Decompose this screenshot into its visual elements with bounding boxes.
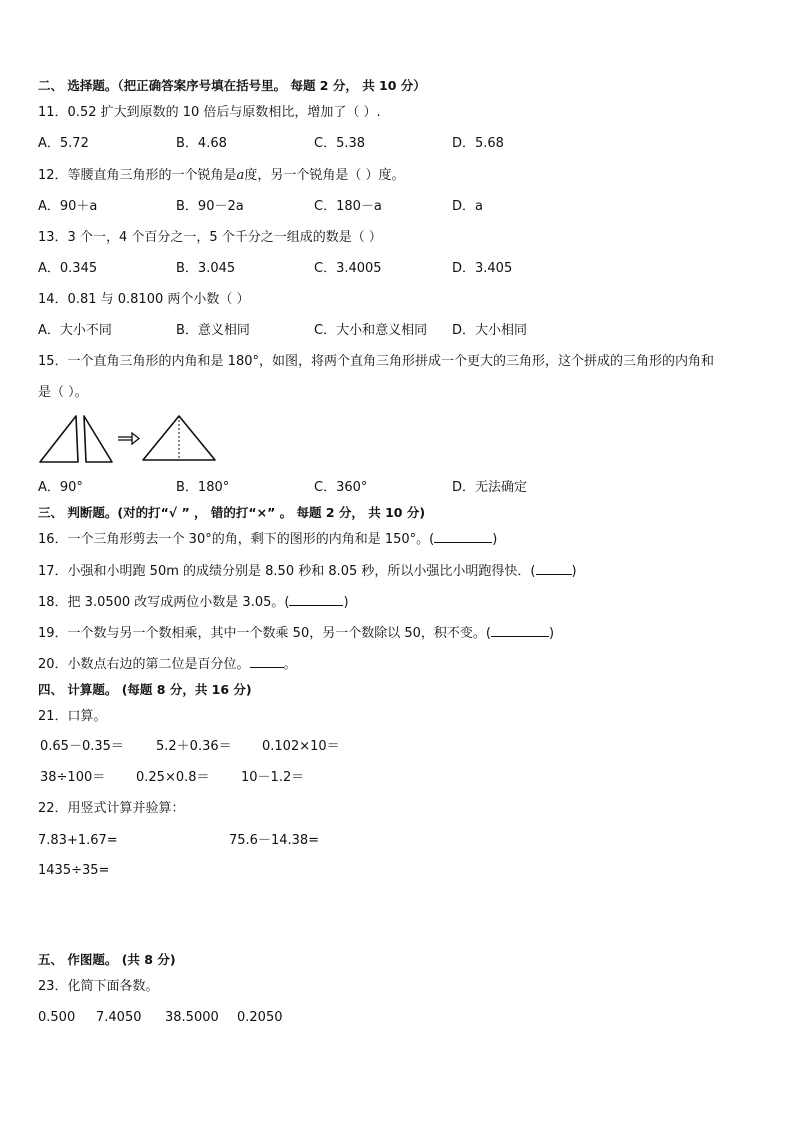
- q14-option-c: C．大小和意义相同: [314, 323, 428, 338]
- q11-option-a: A．5.72: [38, 136, 89, 151]
- q15-option-c: C．360°: [314, 480, 368, 495]
- triangles-diagram: [36, 410, 221, 466]
- q21-expr-5: 0.25×0.8＝: [136, 770, 210, 785]
- q11-option-c: C．5.38: [314, 136, 366, 151]
- q16-answer-blank[interactable]: [434, 530, 492, 543]
- q22-expr-2: 75.6－14.38=: [229, 833, 320, 848]
- section-3-title: 三、 判断题。(对的打“√ ” ， 错的打“×” 。 每题 2 分， 共 10 分): [38, 505, 426, 520]
- question-17: [38, 562, 577, 581]
- q22-expr-3: 1435÷35=: [38, 863, 110, 878]
- q12-option-a: A．90＋a: [38, 199, 98, 214]
- q13-option-d: D．3.405: [452, 261, 513, 276]
- q15-option-b: B．180°: [176, 480, 230, 495]
- triangles-figure: [36, 410, 221, 470]
- q11-option-d: D．5.68: [452, 136, 504, 151]
- question-22: 22．用竖式计算并验算：: [38, 801, 185, 816]
- arrow-icon: [118, 433, 139, 444]
- q15-option-d: D．无法确定: [452, 480, 528, 495]
- q20-close: 。: [283, 657, 297, 672]
- q18-close: ): [343, 595, 349, 610]
- question-19: [38, 624, 554, 643]
- section-2-title: 二、 选择题。（把正确答案序号填在括号里。 每题 2 分， 共 10 分）: [38, 78, 426, 93]
- q23-number-1: 0.500: [38, 1010, 76, 1025]
- q14-option-b: B．意义相同: [176, 323, 250, 338]
- q18-answer-blank[interactable]: [289, 593, 343, 606]
- section-5-title: 五、 作图题。 (共 8 分): [38, 952, 176, 967]
- q21-expr-2: 5.2＋0.36＝: [156, 739, 232, 754]
- section-4-title: 四、 计算题。 (每题 8 分，共 16 分): [38, 682, 252, 697]
- question-20: [38, 655, 297, 674]
- q12-option-d: D．a: [452, 199, 483, 214]
- q20-text: 20．小数点右边的第二位是百分位。: [38, 657, 250, 672]
- q20-answer-blank[interactable]: [250, 655, 284, 668]
- right-triangle-left: [40, 416, 78, 462]
- question-15-line1: 15．一个直角三角形的内角和是 180°，如图，将两个直角三角形拼成一个更大的三角形，这个拼成的三角形的内角和: [38, 354, 714, 369]
- q16-text: 16．一个三角形剪去一个 30°的角，剩下的图形的内角和是 150°。(: [38, 532, 435, 547]
- q17-text: 17．小强和小明跑 50m 的成绩分别是 8.50 秒和 8.05 秒，所以小强比小明跑得快．(: [38, 564, 536, 579]
- q14-option-d: D．大小相同: [452, 323, 528, 338]
- q23-number-2: 7.4050: [96, 1010, 142, 1025]
- q18-text: 18．把 3.0500 改写成两位小数是 3.05。(: [38, 595, 290, 610]
- question-16: [38, 530, 497, 549]
- q19-close: ): [548, 626, 555, 641]
- q12-text-post: 度，另一个锐角是（ ）度。: [244, 168, 405, 183]
- q17-close: ): [571, 564, 577, 579]
- question-12: [38, 167, 404, 185]
- q22-expr-1: 7.83+1.67=: [38, 833, 118, 848]
- q19-text: 19．一个数与另一个数相乘，其中一个数乘 50，另一个数除以 50，积不变。(: [38, 626, 491, 641]
- q14-option-a: A．大小不同: [38, 323, 112, 338]
- q15-option-a: A．90°: [38, 480, 83, 495]
- q13-option-c: C．3.4005: [314, 261, 382, 276]
- q19-answer-blank[interactable]: [491, 624, 549, 637]
- q17-answer-blank[interactable]: [536, 562, 572, 575]
- question-15-line2: 是（ ）。: [38, 385, 88, 400]
- question-13: 13．3 个一，4 个百分之一，5 个千分之一组成的数是（ ）: [38, 230, 382, 245]
- q12-option-c: C．180－a: [314, 199, 382, 214]
- question-23: 23．化简下面各数。: [38, 979, 159, 994]
- q21-expr-6: 10－1.2＝: [241, 770, 305, 785]
- q23-number-4: 0.2050: [237, 1010, 283, 1025]
- q23-number-3: 38.5000: [165, 1010, 219, 1025]
- right-triangle-right: [84, 416, 112, 462]
- question-11: 11．0.52 扩大到原数的 10 倍后与原数相比，增加了（ ）.: [38, 105, 381, 120]
- q12-option-b: B．90－2a: [176, 199, 244, 214]
- q13-option-a: A．0.345: [38, 261, 98, 276]
- q13-option-b: B．3.045: [176, 261, 236, 276]
- q12-variable: a: [236, 168, 245, 183]
- question-21: 21．口算。: [38, 709, 107, 724]
- q12-text-pre: 12．等腰直角三角形的一个锐角是: [38, 168, 237, 183]
- question-18: [38, 593, 349, 612]
- q21-expr-4: 38÷100＝: [40, 770, 106, 785]
- q11-option-b: B．4.68: [176, 136, 227, 151]
- q21-expr-1: 0.65－0.35＝: [40, 739, 124, 754]
- q16-close: ): [492, 532, 498, 547]
- question-14: 14．0.81 与 0.8100 两个小数（ ）: [38, 292, 250, 307]
- q21-expr-3: 0.102×10＝: [262, 739, 340, 754]
